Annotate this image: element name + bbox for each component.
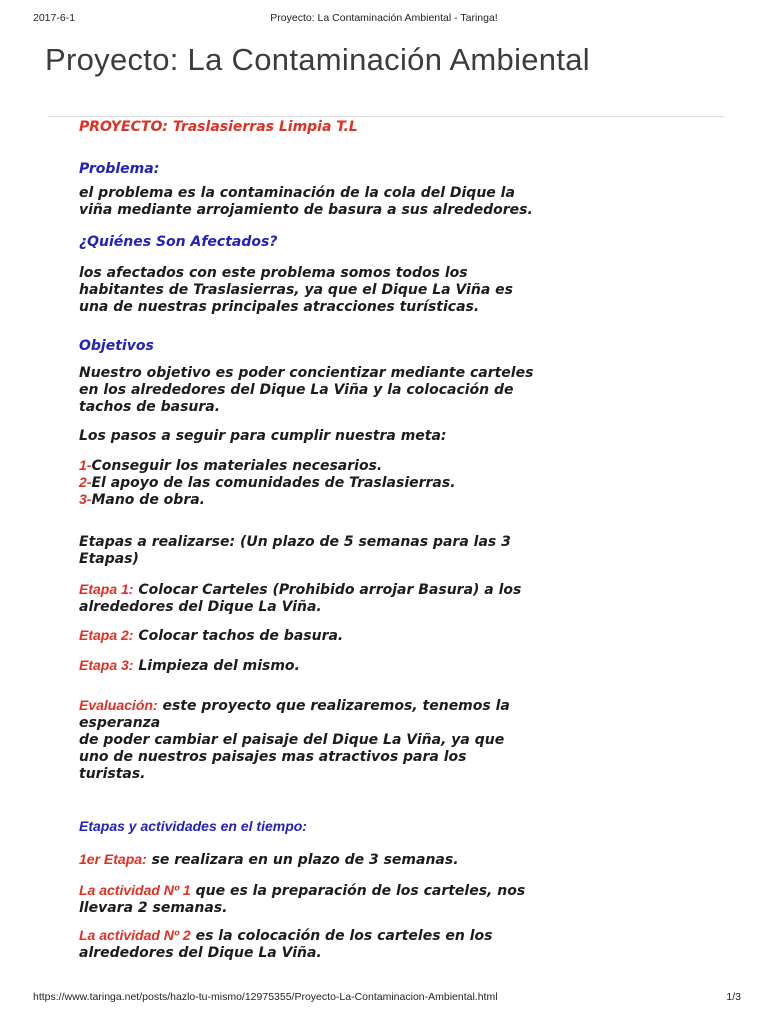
paso-text: El apoyo de las comunidades de Traslasierras. (91, 475, 456, 491)
etapa-1-label: Etapa 1: (79, 581, 134, 597)
actividad-2-label: La actividad Nº 2 (79, 927, 191, 943)
source-url: https://www.taringa.net/posts/hazlo-tu-mismo/12975355/Proyecto-La-Contaminacion-Ambiental.html (33, 991, 498, 1003)
etapa-2-paragraph (79, 627, 724, 645)
text-line: Limpieza del mismo. (133, 658, 300, 674)
text-line: turistas. (79, 766, 146, 782)
etapa-3-label: Etapa 3: (79, 657, 134, 673)
tiempo-heading: Etapas y actividades en el tiempo: (79, 818, 307, 834)
etapa-3-paragraph (79, 657, 724, 675)
etapas-intro (79, 534, 724, 568)
print-doc-title: Proyecto: La Contaminación Ambiental - Taringa! (270, 12, 498, 24)
page-title: Proyecto: La Contaminación Ambiental (45, 42, 590, 77)
text-line: tachos de basura. (79, 399, 221, 415)
text-line: viña mediante arrojamiento de basura a sus alrededores. (79, 202, 533, 218)
print-footer (33, 991, 741, 1003)
paso-item (79, 474, 724, 491)
text-line: esperanza (79, 715, 161, 731)
text-line: Colocar Carteles (Prohibido arrojar Basura) a los (133, 582, 522, 598)
text-line: una de nuestras principales atracciones turísticas. (79, 299, 480, 315)
text-line: este proyecto que realizaremos, tenemos la (157, 698, 510, 714)
afectados-heading: ¿Quiénes Son Afectados? (79, 234, 278, 250)
evaluacion-label: Evaluación: (79, 697, 158, 713)
actividad-2-paragraph (79, 927, 724, 962)
problema-paragraph (79, 185, 724, 219)
text-line: alrededores del Dique La Viña. (79, 599, 322, 615)
objetivos-heading: Objetivos (79, 338, 154, 354)
text-line: que es la preparación de los carteles, nos (190, 883, 526, 899)
actividad-1-paragraph (79, 882, 724, 917)
paso-item (79, 491, 724, 508)
text-line: de poder cambiar el paisaje del Dique La Viña, ya que (79, 732, 505, 748)
print-date: 2017-6-1 (33, 12, 76, 24)
etapa-2-label: Etapa 2: (79, 627, 134, 643)
text-line: Etapas a realizarse: (Un plazo de 5 semanas para las 3 (79, 534, 511, 550)
paso-number: 3- (79, 491, 92, 507)
text-line: Colocar tachos de basura. (133, 628, 344, 644)
text-line: los afectados con este problema somos todos los (79, 265, 468, 281)
objetivos-paragraph (79, 365, 724, 416)
afectados-paragraph (79, 265, 724, 316)
page-number: 1/3 (726, 991, 741, 1003)
text-line: el problema es la contaminación de la cola del Dique la (79, 185, 515, 201)
text-line: Nuestro objetivo es poder concientizar mediante carteles (79, 365, 534, 381)
paso-number: 1- (79, 457, 92, 473)
text-line: alrededores del Dique La Viña. (79, 945, 322, 961)
print-header (33, 12, 735, 26)
text-line: habitantes de Traslasierras, ya que el Dique La Viña es (79, 282, 513, 298)
paso-number: 2- (79, 474, 92, 490)
text-line: uno de nuestros paisajes mas atractivos para los (79, 749, 467, 765)
text-line: se realizara en un plazo de 3 semanas. (146, 852, 459, 868)
article-content (48, 116, 724, 962)
actividad-1-label: La actividad Nº 1 (79, 882, 191, 898)
paso-item (79, 457, 724, 474)
actividad-0-paragraph (79, 851, 724, 869)
text-line: en los alrededores del Dique La Viña y la colocación de (79, 382, 514, 398)
paso-text: Conseguir los materiales necesarios. (91, 458, 383, 474)
text-line: Etapas) (79, 551, 139, 567)
paso-text: Mano de obra. (91, 492, 205, 508)
actividad-0-label: 1er Etapa: (79, 851, 147, 867)
etapa-1-paragraph (79, 581, 724, 616)
pasos-list (79, 457, 724, 508)
pasos-intro: Los pasos a seguir para cumplir nuestra meta: (79, 428, 447, 444)
problema-heading: Problema: (79, 161, 160, 177)
project-heading: PROYECTO: Traslasierras Limpia T.L (79, 119, 358, 135)
evaluacion-paragraph (79, 697, 724, 783)
text-line: llevara 2 semanas. (79, 900, 228, 916)
text-line: es la colocación de los carteles en los (190, 928, 493, 944)
